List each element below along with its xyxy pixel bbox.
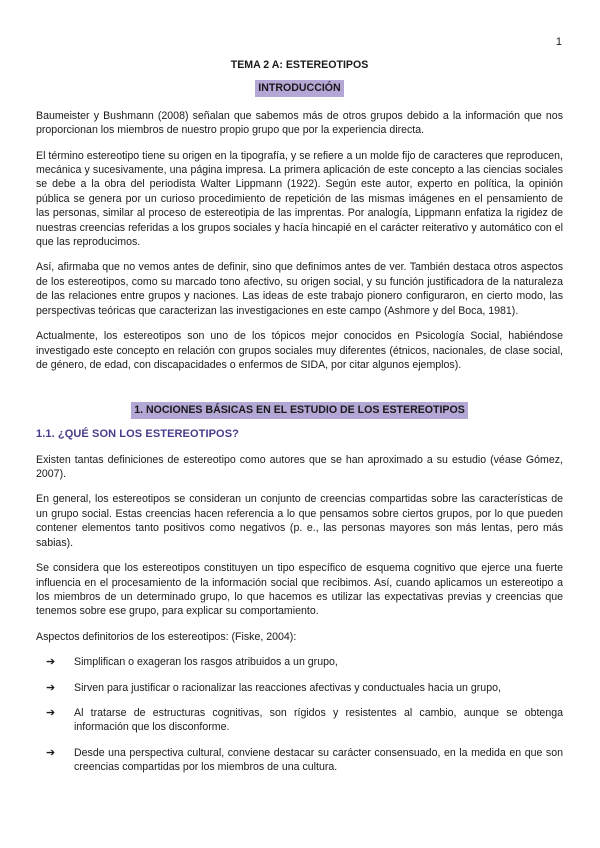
defining-aspects-list (36, 655, 563, 774)
list-item-text: Simplifican o exageran los rasgos atribuidos a un grupo, (74, 656, 338, 669)
list-item-text: Al tratarse de estructuras cognitivas, son rígidos y resistentes al cambio, aunque se obtenga información que los disconforme. (74, 706, 563, 734)
list-item (36, 746, 563, 775)
introduction-heading: INTRODUCCIÓN (255, 80, 343, 96)
subsection-1-1-heading: 1.1. ¿QUÉ SON LOS ESTEREOTIPOS? (36, 427, 239, 440)
arrow-right-icon: ➔ (46, 656, 56, 669)
aspects-intro: Aspectos definitorios de los estereotipos: (Fiske, 2004): (36, 630, 297, 643)
list-item (36, 655, 563, 669)
section-1-paragraph-2: En general, los estereotipos se consideran un conjunto de creencias compartidas sobre las características de un grupo social. Estas creencias hacen referencia a lo que pensamos sobre ciertos grupos, por lo que pueden contener elementos tanto positivos como negativos (p. e., las personas mayores son más lentas, pero más sabias). (36, 493, 563, 549)
introduction-heading-wrap (36, 80, 563, 96)
section-1-paragraph-1: Existen tantas definiciones de estereotipo como autores que se han aproximado a su estudio (véase Gómez, 2007). (36, 453, 563, 481)
document-body (36, 58, 563, 786)
list-item (36, 706, 563, 735)
list-item-text: Desde una perspectiva cultural, conviene destacar su carácter consensuado, en la medida en que son creencias compartidas por los miembros de una cultura. (74, 746, 563, 774)
section-1-heading: 1. NOCIONES BÁSICAS EN EL ESTUDIO DE LOS ESTEREOTIPOS (131, 402, 468, 418)
section-1-paragraph-3: Se considera que los estereotipos constituyen un tipo específico de esquema cognitivo que ejerce una fuerte influencia en el procesamiento de la información social que recibimos. Así, cuando aplicamos un estereotipo a los miembros de un determinado grupo, lo que hacemos es utilizar las expectativas previas y creencias que tenemos sobre ese grupo, para explicar su comportamiento. (36, 562, 563, 618)
intro-paragraph-1: Baumeister y Bushmann (2008) señalan que sabemos más de otros grupos debido a la información que nos proporcionan los miembros de nuestro propio grupo que por la experiencia directa. (36, 109, 563, 137)
page-number: 1 (555, 36, 562, 48)
section-1-heading-wrap (36, 402, 563, 418)
intro-paragraph-4: Actualmente, los estereotipos son uno de los tópicos mejor conocidos en Psicología Social, habiéndose investigado este concepto en relación con grupos sociales muy diferentes (étnicos, nacionales, de clase social, de género, de edad, con discapacidades o enfermos de SIDA, por citar algunos ejemplos). (36, 330, 563, 371)
intro-paragraph-3: Así, afirmaba que no vemos antes de definir, sino que definimos antes de ver. También destaca otros aspectos de los estereotipos, como su marcado tono afectivo, su origen social, y su función justificadora de la naturaleza de las relaciones entre grupos y naciones. Las ideas de este trabajo pionero configuraron, en cierto modo, las perspectivas teóricas que caracterizan las investigaciones en este campo (Ashmore y del Boca, 1981). (36, 261, 563, 317)
intro-paragraph-2: El término estereotipo tiene su origen en la tipografía, y se refiere a un molde fijo de caracteres que reproducen, mecánica y sucesivamente, una página impresa. La primera aplicación de este concepto a las ciencias sociales se debe a la obra del periodista Walter Lippmann (1922). Según este autor, experto en política, la opinión pública se genera por un curioso procedimiento de repetición de las mismas imágenes en el pensamiento de las personas, similar al proceso de estereotipia de las imprentas. Por analogía, Lippmann enfatiza la rigidez de nuestras creencias referidas a los grupos sociales y hacía hincapié en el carácter reiterativo y automático con el que las reproducimos. (36, 149, 563, 249)
list-item (36, 681, 563, 695)
list-item-text: Sirven para justificar o racionalizar las reacciones afectivas y conductuales hacia un grupo, (74, 681, 501, 694)
document-title: TEMA 2 A: ESTEREOTIPOS (230, 59, 369, 71)
arrow-right-icon: ➔ (46, 681, 56, 694)
arrow-right-icon: ➔ (46, 706, 56, 719)
arrow-right-icon: ➔ (46, 746, 56, 759)
